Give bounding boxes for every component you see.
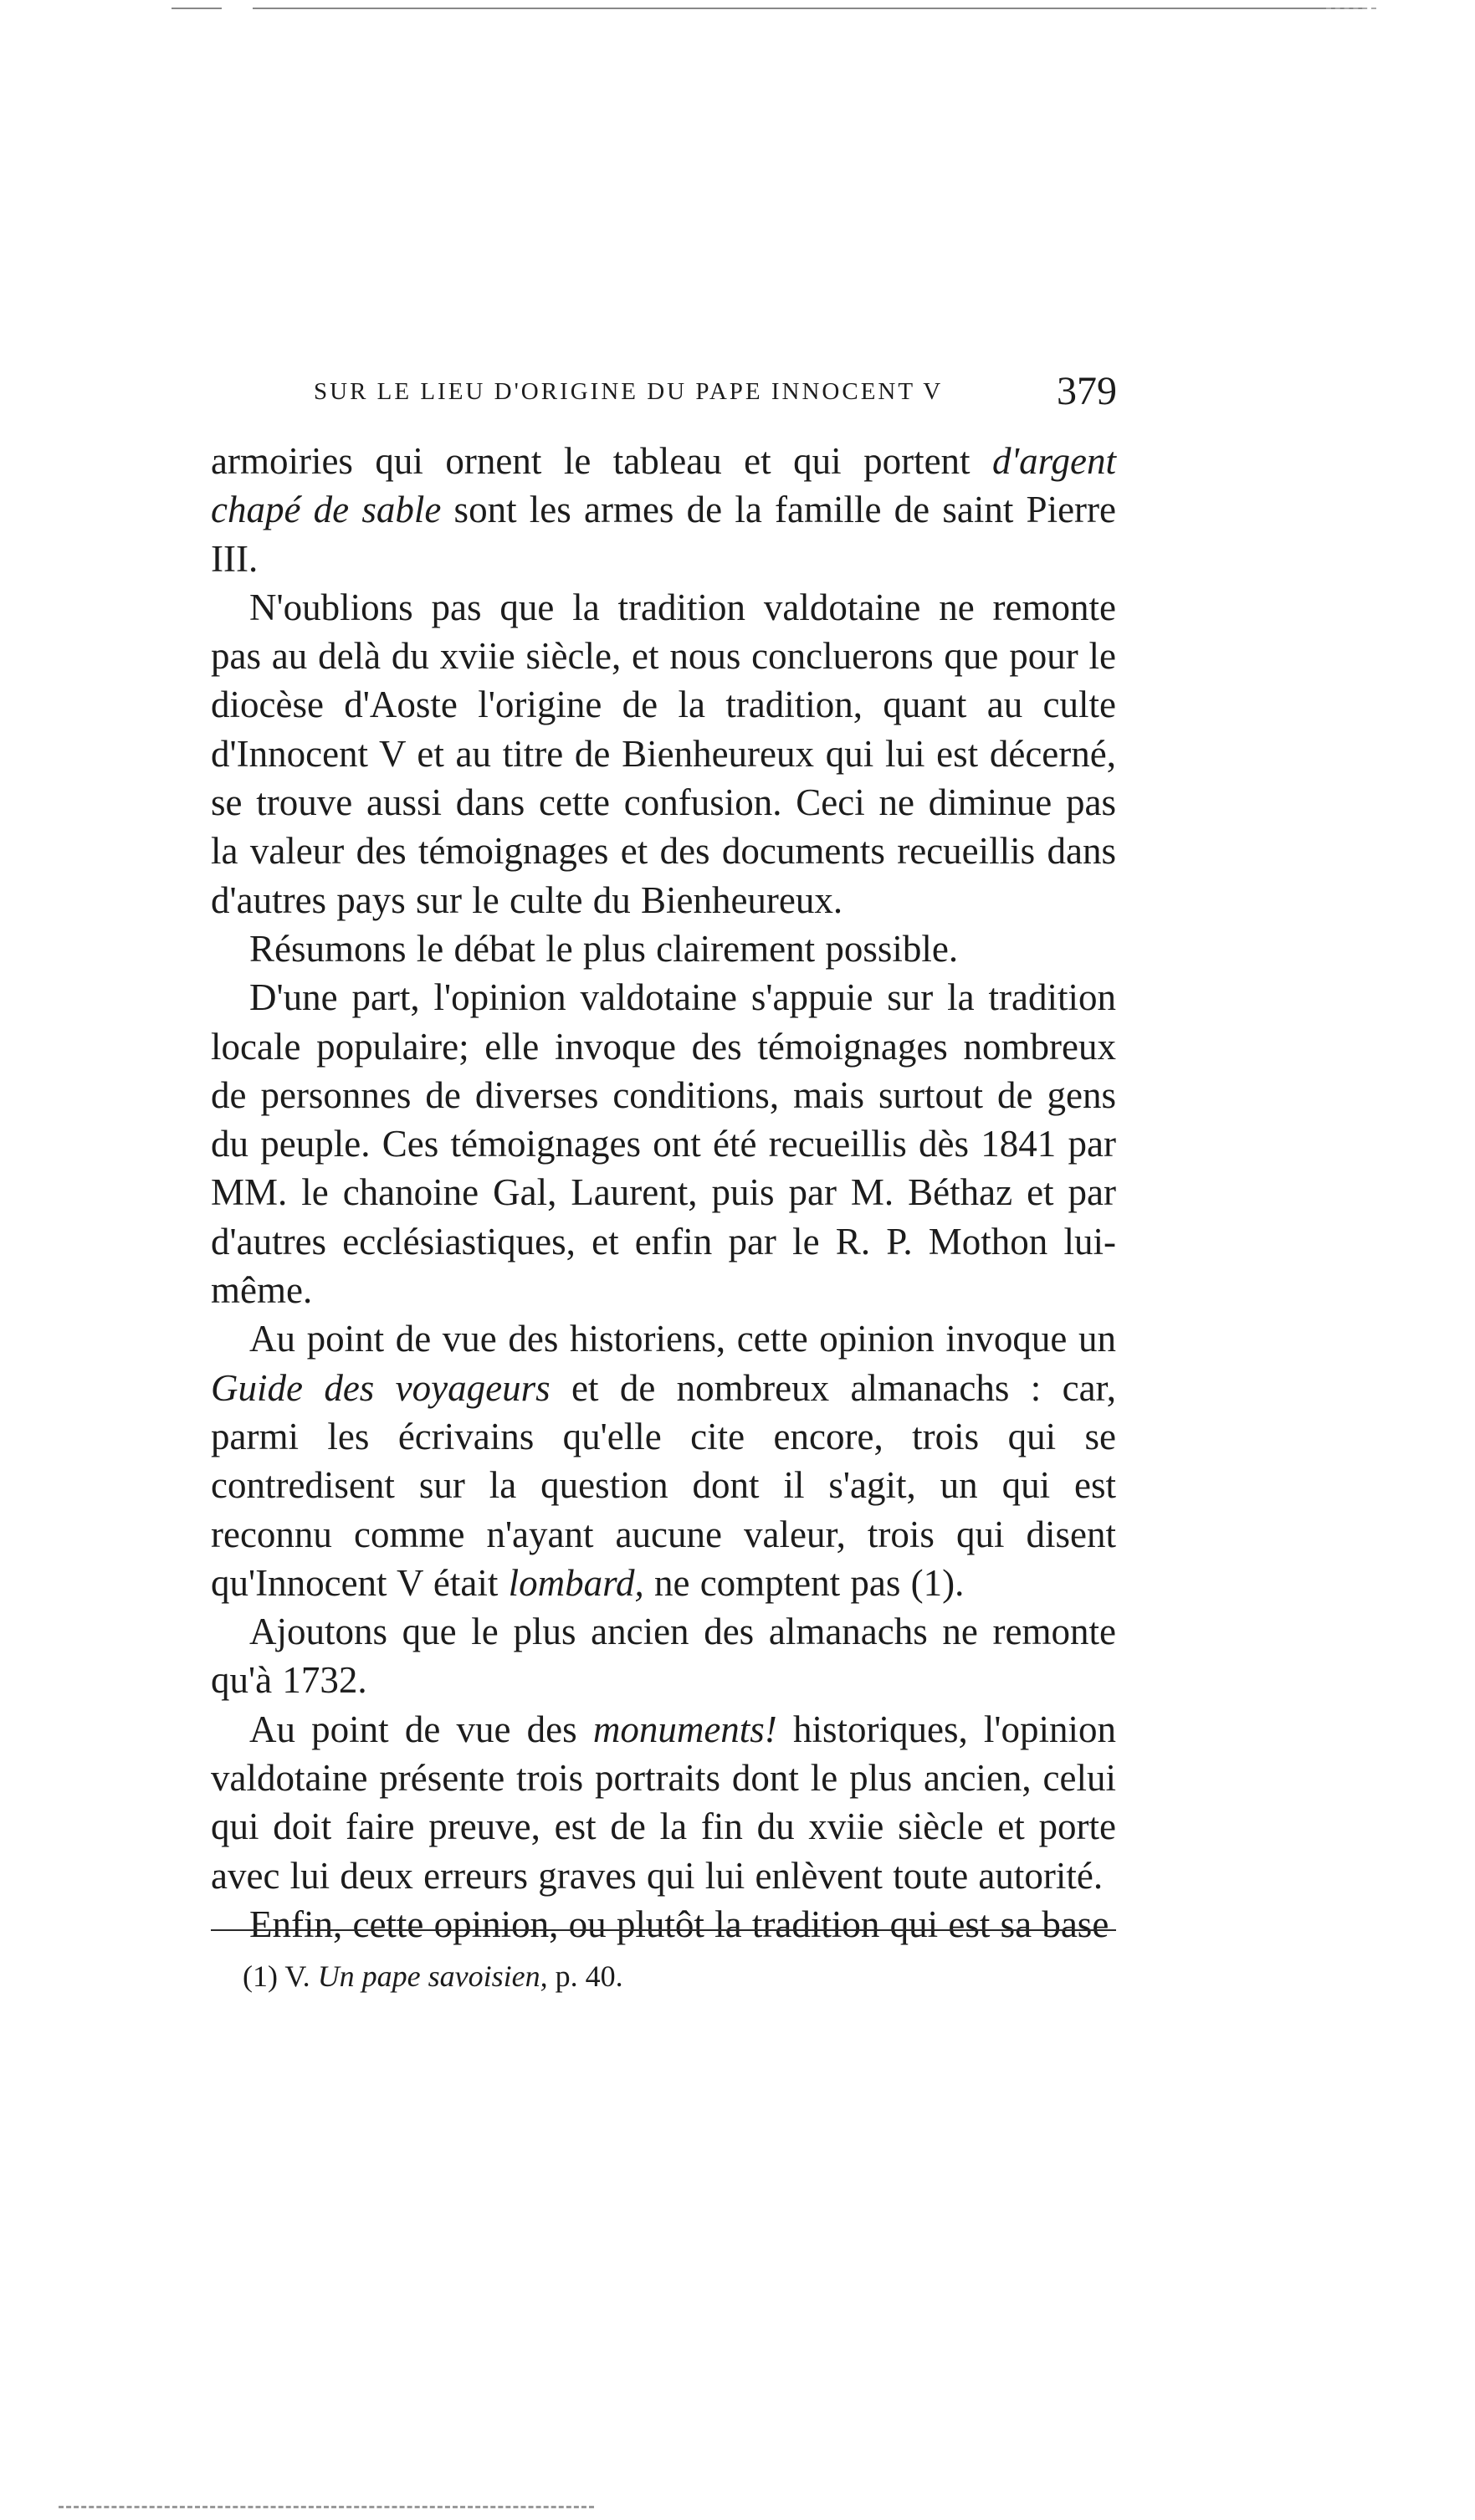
text-run: Au point de vue des bbox=[249, 1708, 593, 1750]
page-number: 379 bbox=[1057, 369, 1117, 413]
italic-text: Guide des voyageurs bbox=[211, 1366, 551, 1409]
paragraph: D'une part, l'opinion valdotaine s'appuie sur la tradition locale populaire; elle invoque des témoignages nombreux de personnes de diverses conditions, mais surtout de gens du peuple. Ces témoignages ont été recueillis dès 1841 par MM. le chanoine Gal, Laurent, puis par M. Béthaz et par d'autres ecclésiastiques, et enfin par le R. P. Mothon lui-même. bbox=[211, 976, 1116, 1312]
body-text bbox=[211, 437, 1116, 1949]
paragraph: Résumons le débat le plus clairement possible. bbox=[249, 927, 959, 970]
footnote-rule bbox=[211, 1929, 1116, 1931]
paragraph: Ajoutons que le plus ancien des almanachs ne remonte qu'à 1732. bbox=[211, 1611, 1116, 1702]
footnote-italic: Un pape savoisien, bbox=[317, 1959, 548, 1993]
text-run: et de nombreux almanachs : car, parmi les écrivains qu'elle cite encore, trois qui se contredisent sur la question dont il s'agit, un qui est reconnu comme n'ayant aucune valeur, trois qui disent qu'Innocent V était bbox=[211, 1366, 1116, 1604]
text-run: ne comptent pas (1). bbox=[643, 1561, 965, 1604]
footnote bbox=[243, 1958, 623, 1995]
paragraph bbox=[211, 1314, 1116, 1607]
running-title: SUR LE LIEU D'ORIGINE DU PAPE INNOCENT V bbox=[314, 378, 944, 405]
scan-edge-mark bbox=[59, 2506, 594, 2508]
italic-text: d'argent chapé de sable bbox=[211, 440, 1116, 531]
paragraph bbox=[211, 437, 1116, 583]
text-run: sont les armes de la famille de saint Pierre III. bbox=[211, 489, 1116, 580]
scan-edge-mark bbox=[172, 8, 222, 9]
running-head bbox=[209, 368, 1117, 418]
italic-text: lombard, bbox=[508, 1561, 644, 1604]
scan-edge-mark bbox=[1326, 8, 1376, 9]
scan-edge-line bbox=[253, 8, 1365, 9]
footnote-text: p. 40. bbox=[547, 1959, 623, 1993]
text-run: historiques, l'opinion valdotaine présente trois portraits dont le plus ancien, celui qui doit faire preuve, est de la fin du xviie siècle et porte avec lui deux erreurs graves qui lui enlèvent toute autorité. bbox=[211, 1708, 1117, 1897]
text-run: armoiries qui ornent le tableau et qui portent bbox=[211, 440, 993, 482]
italic-text: monuments! bbox=[592, 1708, 777, 1750]
paragraph bbox=[211, 1705, 1116, 1900]
paragraph: N'oublions pas que la tradition valdotaine ne remonte pas au delà du xviie siècle, et nous concluerons que pour le diocèse d'Aoste l'origine de la tradition, quant au culte d'Innocent V et au titre de Bienheureux qui lui est décerné, se trouve aussi dans cette confusion. Ceci ne diminue pas la valeur des témoignages et des documents recueillis dans d'autres pays sur le culte du Bienheureux. bbox=[211, 586, 1116, 921]
paragraph: Enfin, cette opinion, ou plutôt la tradition qui est sa base bbox=[249, 1903, 1109, 1945]
text-run: Au point de vue des historiens, cette opinion invoque un bbox=[249, 1318, 1116, 1360]
footnote-marker: (1) V. bbox=[243, 1959, 318, 1993]
